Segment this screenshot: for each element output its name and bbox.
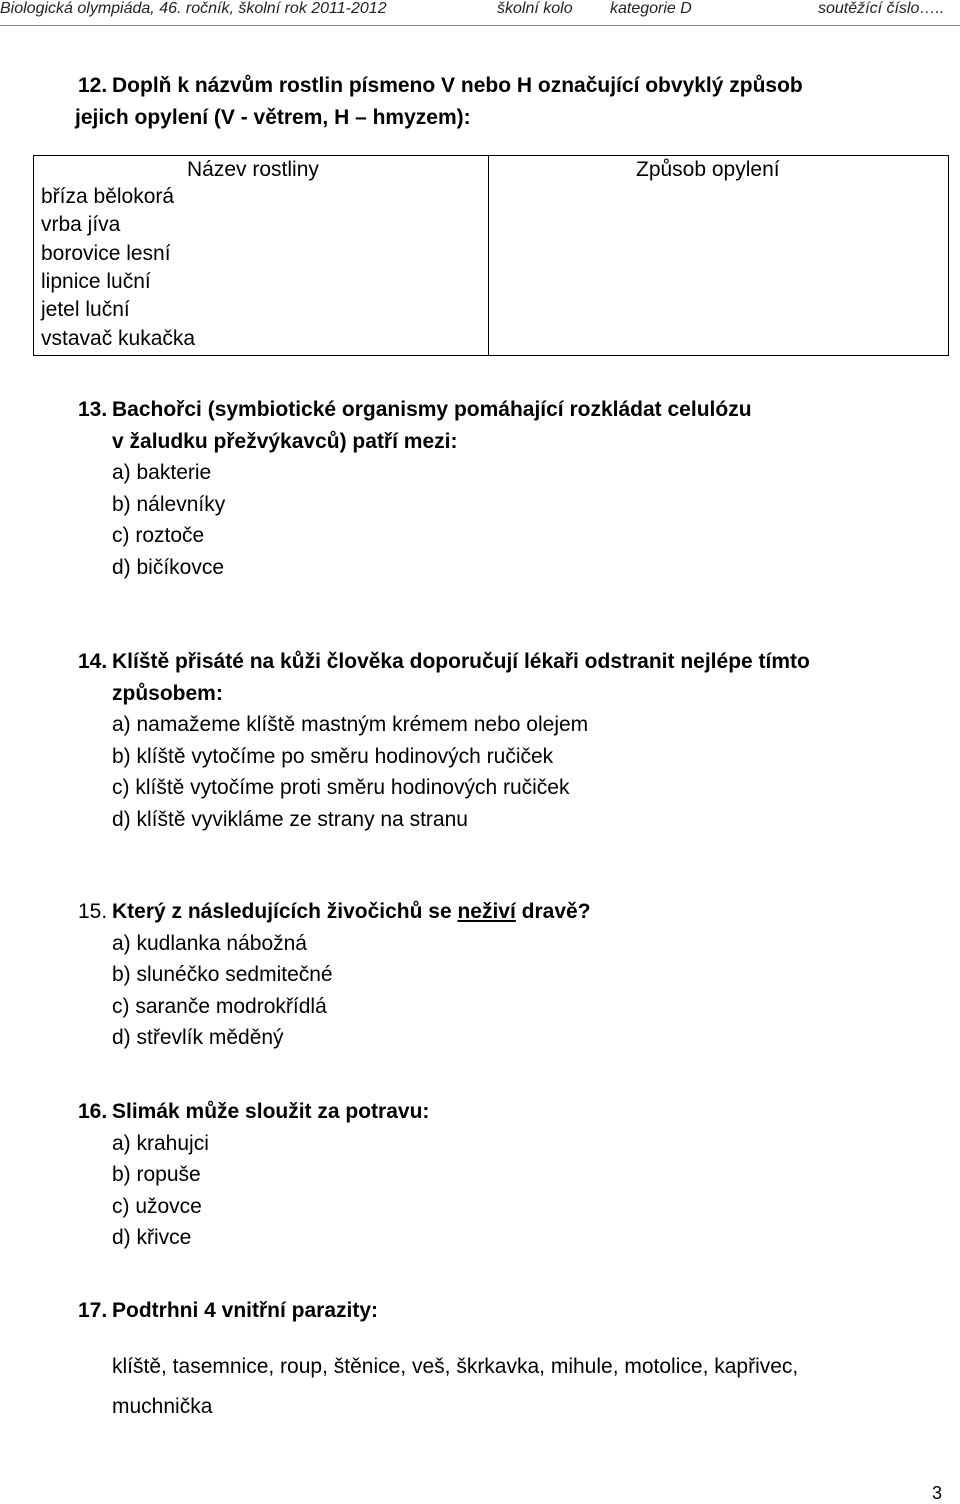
question-title-line: Klíště přisáté na kůži člověka doporučují lékaři odstranit nejlépe tímto (112, 650, 810, 673)
question-title (112, 896, 960, 928)
header-divider (0, 25, 960, 26)
parasite-list (112, 1347, 798, 1427)
answer-option: a) namažeme klíště mastným krémem nebo olejem (112, 713, 589, 736)
question-number: 16. (78, 1100, 108, 1123)
answer-option: b) nálevníky (112, 492, 226, 516)
header-round: školní kolo (497, 0, 573, 17)
table-header-plant: Název rostliny (187, 158, 319, 181)
answer-option: d) klíště vyvikláme ze strany na stranu (112, 807, 468, 831)
table-row-plant: vrba jíva (41, 213, 121, 236)
header-category: kategorie D (610, 0, 692, 17)
answer-option: d) střevlík měděný (112, 1026, 284, 1049)
header-olympiad: Biologická olympiáda, 46. ročník, školní rok 2011-2012 (0, 0, 387, 17)
page-header (0, 0, 960, 23)
question-title-line: způsobem: (112, 681, 223, 705)
answer-option: a) kudlanka nábožná (112, 931, 307, 955)
question-title-line: Bachořci (symbiotické organismy pomáhající rozkládat celulózu (112, 398, 752, 421)
answer-option: c) roztoče (112, 524, 205, 547)
question-number: 12. (78, 74, 108, 97)
table-row-plant: vstavač kukačka (41, 327, 196, 350)
question-number: 14. (78, 650, 108, 673)
parasite-list-line: muchnička (112, 1395, 213, 1418)
question-title-line: jejich opylení (V - větrem, H – hmyzem): (75, 105, 471, 129)
answer-option: c) klíště vytočíme proti směru hodinových ručiček (112, 776, 570, 799)
answer-option: b) ropuše (112, 1163, 201, 1186)
table-column-divider (488, 155, 489, 355)
question-title: Slimák může sloužit za potravu: (112, 1100, 430, 1123)
question-title-underlined: neživí (457, 900, 516, 923)
question-number: 15. (78, 900, 108, 923)
answer-option: d) křivce (112, 1226, 192, 1249)
answer-option: a) bakterie (112, 461, 212, 484)
answer-option: c) saranče modrokřídlá (112, 994, 327, 1018)
answer-option: d) bičíkovce (112, 555, 225, 579)
table-header-pollination: Způsob opylení (636, 158, 780, 181)
answer-option: b) klíště vytočíme po směru hodinových ručiček (112, 744, 554, 768)
question-title: Podtrhni 4 vnitřní parazity: (112, 1299, 379, 1322)
page-number: 3 (932, 1483, 943, 1503)
answer-option: b) slunéčko sedmitečné (112, 963, 333, 986)
header-contestant: soutěžící číslo….. (818, 0, 945, 17)
table-row-plant: lipnice luční (41, 270, 151, 293)
table-row-plant: borovice lesní (41, 242, 171, 265)
question-number: 17. (78, 1299, 108, 1322)
answer-option: c) užovce (112, 1194, 202, 1218)
question-title-line: v žaludku přežvýkavců) patří mezi: (112, 429, 458, 453)
question-number: 13. (78, 398, 108, 421)
question-title-line: Doplň k názvům rostlin písmeno V nebo H označující obvyklý způsob (112, 74, 803, 97)
answer-option: a) krahujci (112, 1131, 209, 1155)
parasite-list-line: klíště, tasemnice, roup, štěnice, veš, škrkavka, mihule, motolice, kapřivec, (112, 1355, 799, 1378)
table-row-plant: jetel luční (41, 298, 130, 321)
table-row-plant: bříza bělokorá (41, 185, 175, 208)
question-title-part: dravě? (515, 900, 591, 923)
question-title-part: Který z následujících živočichů se (112, 900, 458, 923)
